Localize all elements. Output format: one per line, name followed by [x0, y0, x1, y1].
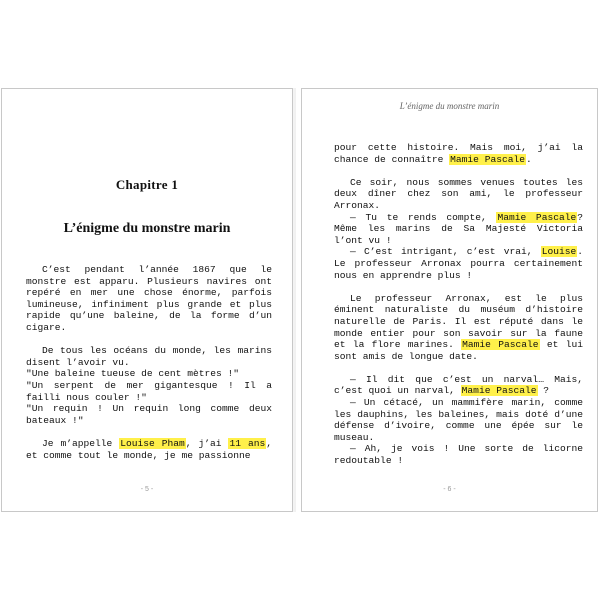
dialogue-line: — Ah, je vois ! Une sorte de licorne redoutable !	[334, 443, 583, 467]
quote-line: "Un requin ! Un requin long comme deux bateaux !"	[26, 403, 272, 426]
text-run: . Le professeur Arronax pourra certainement nous en apprendre plus !	[334, 246, 583, 281]
text-run: , et comme tout le monde, je me passionne	[26, 437, 272, 461]
quote-line: "Une baleine tueuse de cent mètres !"	[26, 368, 240, 380]
paragraph: De tous les océans du monde, les marins disent l’avoir vu.	[26, 345, 272, 368]
paragraph	[26, 438, 272, 461]
text-run: Le professeur Arronax, est le plus éminent naturaliste du muséum d’histoire naturelle de Paris. Il est réputé dans le monde entier pour son savoir sur la faune et la flore marines.	[334, 292, 583, 351]
highlight-name: Mamie Pascale	[462, 339, 539, 351]
highlight-name: Mamie Pascale	[450, 153, 525, 165]
text-run: Je m’appelle	[42, 437, 120, 449]
running-head: L’énigme du monstre marin	[399, 101, 500, 111]
left-page	[1, 88, 293, 512]
page-number: - 6 -	[443, 486, 456, 493]
quote-line: "Un serpent de mer gigantesque ! Il a failli nous couler !"	[26, 379, 272, 403]
paragraph: Ce soir, nous sommes venues toutes les deux dîner chez son ami, le professeur Arronax.	[334, 176, 583, 211]
chapter-title: L’énigme du monstre marin	[63, 221, 231, 236]
text-run: ? Même les marins de Sa Majesté Victoria l’ont vu !	[334, 211, 583, 246]
text-run: — Tu te rends compte,	[350, 211, 497, 223]
dialogue-line	[334, 212, 583, 247]
text-run: et lui sont amis de longue date.	[334, 339, 583, 362]
paragraph	[334, 142, 583, 165]
right-page	[301, 88, 598, 512]
text-run: , j’ai	[185, 437, 229, 449]
highlight-name: Mamie Pascale	[497, 211, 577, 223]
text-run: .	[526, 153, 532, 165]
page-number: - 5 -	[140, 486, 154, 493]
text-run: — Il dit que c’est un narval… Mais, c’est quoi un narval,	[334, 373, 583, 397]
book-spread	[0, 88, 600, 512]
highlight-name: Louise Pham	[120, 437, 185, 449]
right-page-body	[334, 142, 583, 467]
left-page-body	[26, 264, 272, 461]
paragraph: C’est pendant l’année 1867 que le monstre est apparu. Plusieurs navires ont repéré en mer une chose énorme, parfois lumineuse, infiniment plus grande et plus rapide qu’une baleine, de la forme d’un cigare.	[26, 264, 272, 333]
dialogue-line	[334, 246, 583, 281]
dialogue-line	[334, 374, 583, 397]
text-run: — C’est intrigant, c’est vrai,	[350, 246, 541, 258]
highlight-name: Mamie Pascale	[461, 385, 537, 397]
paragraph	[334, 293, 583, 363]
highlight-age: 11 ans	[229, 437, 266, 449]
dialogue-line: — Un cétacé, un mammifère marin, comme les dauphins, les baleines, mais doté d’une défense d’ivoire, comme une épée sur le museau.	[334, 397, 583, 443]
text-run: pour cette histoire. Mais moi, j’ai la chance de connaître	[334, 142, 583, 165]
text-run: ?	[537, 385, 550, 397]
highlight-name: Louise	[541, 246, 577, 258]
chapter-number: Chapitre 1	[115, 177, 179, 192]
